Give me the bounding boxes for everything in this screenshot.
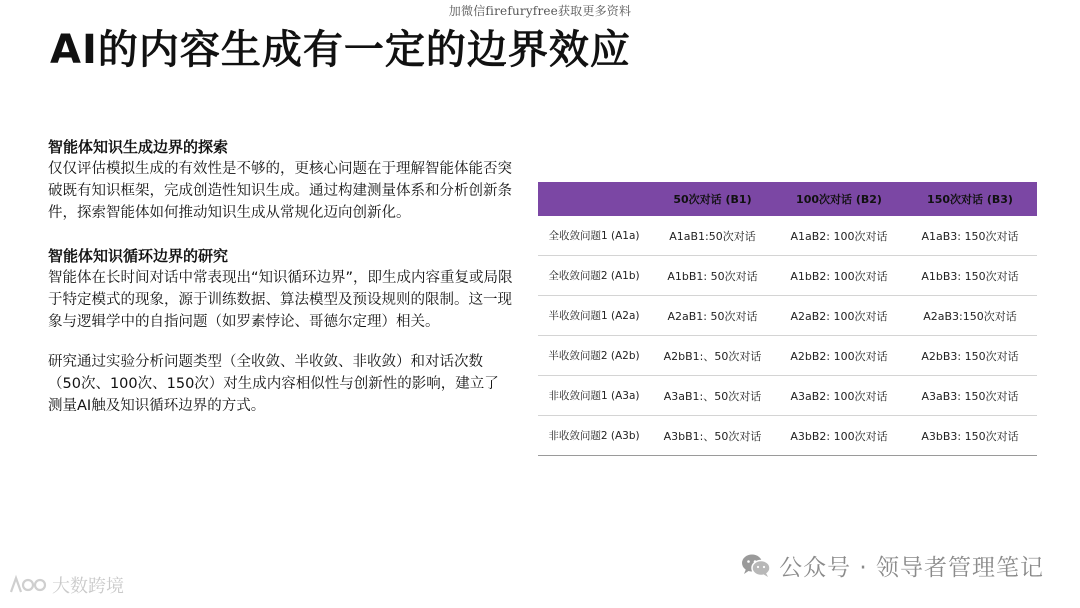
wechat-account-watermark (741, 549, 1044, 582)
table-cell: A3bB1:、50次对话 (650, 416, 775, 456)
table-header-corner (538, 182, 650, 216)
brand-watermark-text: 大数跨境 (52, 576, 124, 597)
table-cell: A1aB3: 150次对话 (903, 216, 1037, 256)
table-cell: A3bB3: 150次对话 (903, 416, 1037, 456)
table-row (538, 376, 1037, 416)
wechat-account-text: 公众号 · 领导者管理笔记 (779, 555, 1044, 581)
row-label: 非收敛问题2 (A3b) (538, 416, 650, 456)
section-paragraph-exploration: 仅仅评估模拟生成的有效性是不够的，更核心问题在于理解智能体能否突破既有知识框架，完成创造性知识生成。通过构建测量体系和分析创新条件，探索智能体如何推动知识生成从常规化迈向创新化。 (48, 161, 512, 221)
section-heading-loop-boundary: 智能体知识循环边界的研究 (48, 247, 229, 265)
table-cell: A1bB3: 150次对话 (903, 256, 1037, 296)
table-cell: A1aB1:50次对话 (650, 216, 775, 256)
table-cell: A2aB2: 100次对话 (775, 296, 903, 336)
section-paragraph-loop-boundary: 智能体在长时间对话中常表现出“知识循环边界”，即生成内容重复或局限于特定模式的现象，源于训练数据、算法模型及预设规则的限制。这一现象与逻辑学中的自指问题（如罗素悖论、哥德尔定理）相关。 (48, 270, 513, 330)
table-cell: A2aB3:150次对话 (903, 296, 1037, 336)
experiment-design-table (538, 182, 1037, 456)
page-title: AI的内容生成有一定的边界效应 (50, 27, 631, 73)
table-row (538, 416, 1037, 456)
table-cell: A1bB2: 100次对话 (775, 256, 903, 296)
table-cell: A2aB1: 50次对话 (650, 296, 775, 336)
wechat-icon (741, 553, 771, 579)
table-header-b3: 150次对话 (B3) (903, 182, 1037, 216)
table-cell: A1aB2: 100次对话 (775, 216, 903, 256)
row-label: 半收敛问题1 (A2a) (538, 296, 650, 336)
section-paragraph-method: 研究通过实验分析问题类型（全收敛、半收敛、非收敛）和对话次数（50次、100次、150次）对生成内容相似性与创新性的影响，建立了测量AI触及知识循环边界的方式。 (48, 354, 499, 414)
table-header-row (538, 182, 1037, 216)
row-label: 半收敛问题2 (A2b) (538, 336, 650, 376)
row-label: 全收敛问题1 (A1a) (538, 216, 650, 256)
table-cell: A2bB2: 100次对话 (775, 336, 903, 376)
table-header-b1: 50次对话 (B1) (650, 182, 775, 216)
row-label: 全收敛问题2 (A1b) (538, 256, 650, 296)
table-cell: A2bB3: 150次对话 (903, 336, 1037, 376)
table-cell: A2bB1:、50次对话 (650, 336, 775, 376)
content-text-column (48, 137, 513, 417)
table-header-b2: 100次对话 (B2) (775, 182, 903, 216)
top-watermark-note: 加微信firefuryfree获取更多资料 (448, 4, 632, 18)
table-cell: A3bB2: 100次对话 (775, 416, 903, 456)
table-cell: A3aB3: 150次对话 (903, 376, 1037, 416)
brand-watermark (8, 572, 124, 598)
table-row (538, 296, 1037, 336)
section-heading-exploration: 智能体知识生成边界的探索 (48, 138, 229, 156)
table-row (538, 336, 1037, 376)
brand-logo-icon (8, 574, 48, 596)
row-label: 非收敛问题1 (A3a) (538, 376, 650, 416)
table-cell: A3aB1:、50次对话 (650, 376, 775, 416)
table-cell: A3aB2: 100次对话 (775, 376, 903, 416)
table-cell: A1bB1: 50次对话 (650, 256, 775, 296)
table-row (538, 256, 1037, 296)
table-row (538, 216, 1037, 256)
